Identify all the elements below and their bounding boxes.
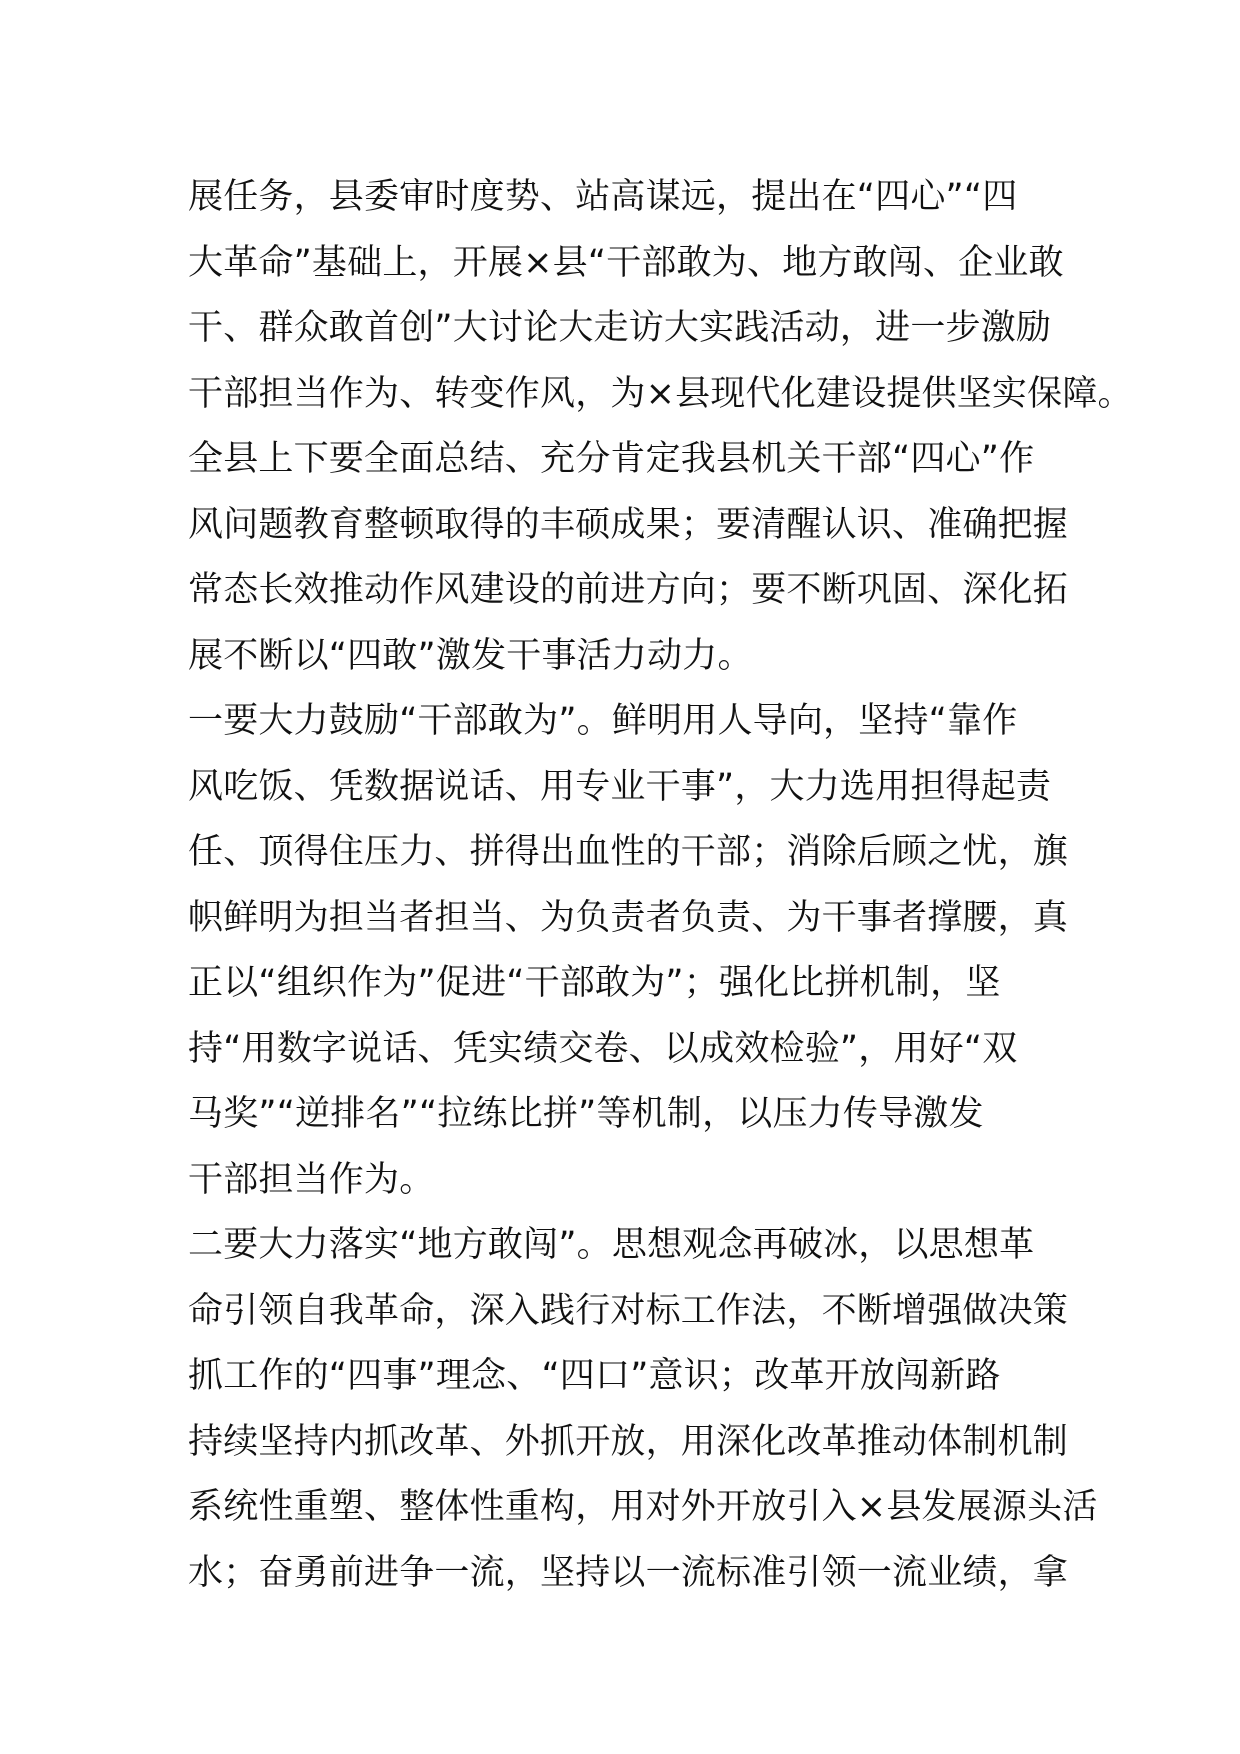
text-line: 正以“组织作为”促进“干部敢为”；强化比拼机制，坚 xyxy=(188,963,1001,1003)
text-line: 系统性重塑、整体性重构，用对外开放引入×县发展源头活 xyxy=(188,1487,1098,1527)
text-line: 大革命”基础上，开展×县“干部敢为、地方敢闯、企业敢 xyxy=(188,242,1064,283)
text-line: 一要大力鼓励“干部敢为”。鲜明用人导向，坚持“靠作 xyxy=(188,701,1018,741)
text-line: 常态长效推动作风建设的前进方向；要不断巩固、深化拓 xyxy=(188,570,1069,610)
text-line: 风吃饭、凭数据说话、用专业干事”，大力选用担得起责 xyxy=(188,766,1052,807)
text-line: 展任务，县委审时度势、站高谋远，提出在“四心”“四 xyxy=(188,177,1018,217)
text-line: 干部担当作为。 xyxy=(188,1159,435,1200)
text-line: 命引领自我革命，深入践行对标工作法，不断增强做决策 xyxy=(188,1290,1069,1331)
text-line: 持“用数字说话、凭实绩交卷、以成效检验”，用好“双 xyxy=(188,1028,1018,1069)
text-line: 任、顶得住压力、拼得出血性的干部；消除后顾之忧，旗 xyxy=(188,832,1069,872)
text-line: 干、群众敢首创”大讨论大走访大实践活动，进一步激励 xyxy=(188,308,1052,348)
text-line: 水；奋勇前进争一流，坚持以一流标准引领一流业绩，拿 xyxy=(188,1552,1069,1593)
text-line: 持续坚持内抓改革、外抓开放，用深化改革推动体制机制 xyxy=(188,1421,1069,1462)
text-line: 全县上下要全面总结、充分肯定我县机关干部“四心”作 xyxy=(188,439,1035,479)
text-line: 抓工作的“四事”理念、“四口”意识；改革开放闯新路 xyxy=(188,1356,1001,1396)
text-line: 帜鲜明为担当者担当、为负责者负责、为干事者撑腰，真 xyxy=(188,897,1069,938)
text-line: 马奖”“逆排名”“拉练比拼”等机制，以压力传导激发 xyxy=(188,1094,984,1134)
text-line: 展不断以“四敢”激发干事活力动力。 xyxy=(188,635,753,676)
text-line: 风问题教育整顿取得的丰硕成果；要清醒认识、准确把握 xyxy=(188,504,1069,545)
text-line: 二要大力落实“地方敢闯”。思想观念再破冰，以思想革 xyxy=(188,1225,1035,1265)
body-text xyxy=(188,165,1133,1606)
text-line: 干部担当作为、转变作风，为×县现代化建设提供坚实保障。 xyxy=(188,373,1133,414)
